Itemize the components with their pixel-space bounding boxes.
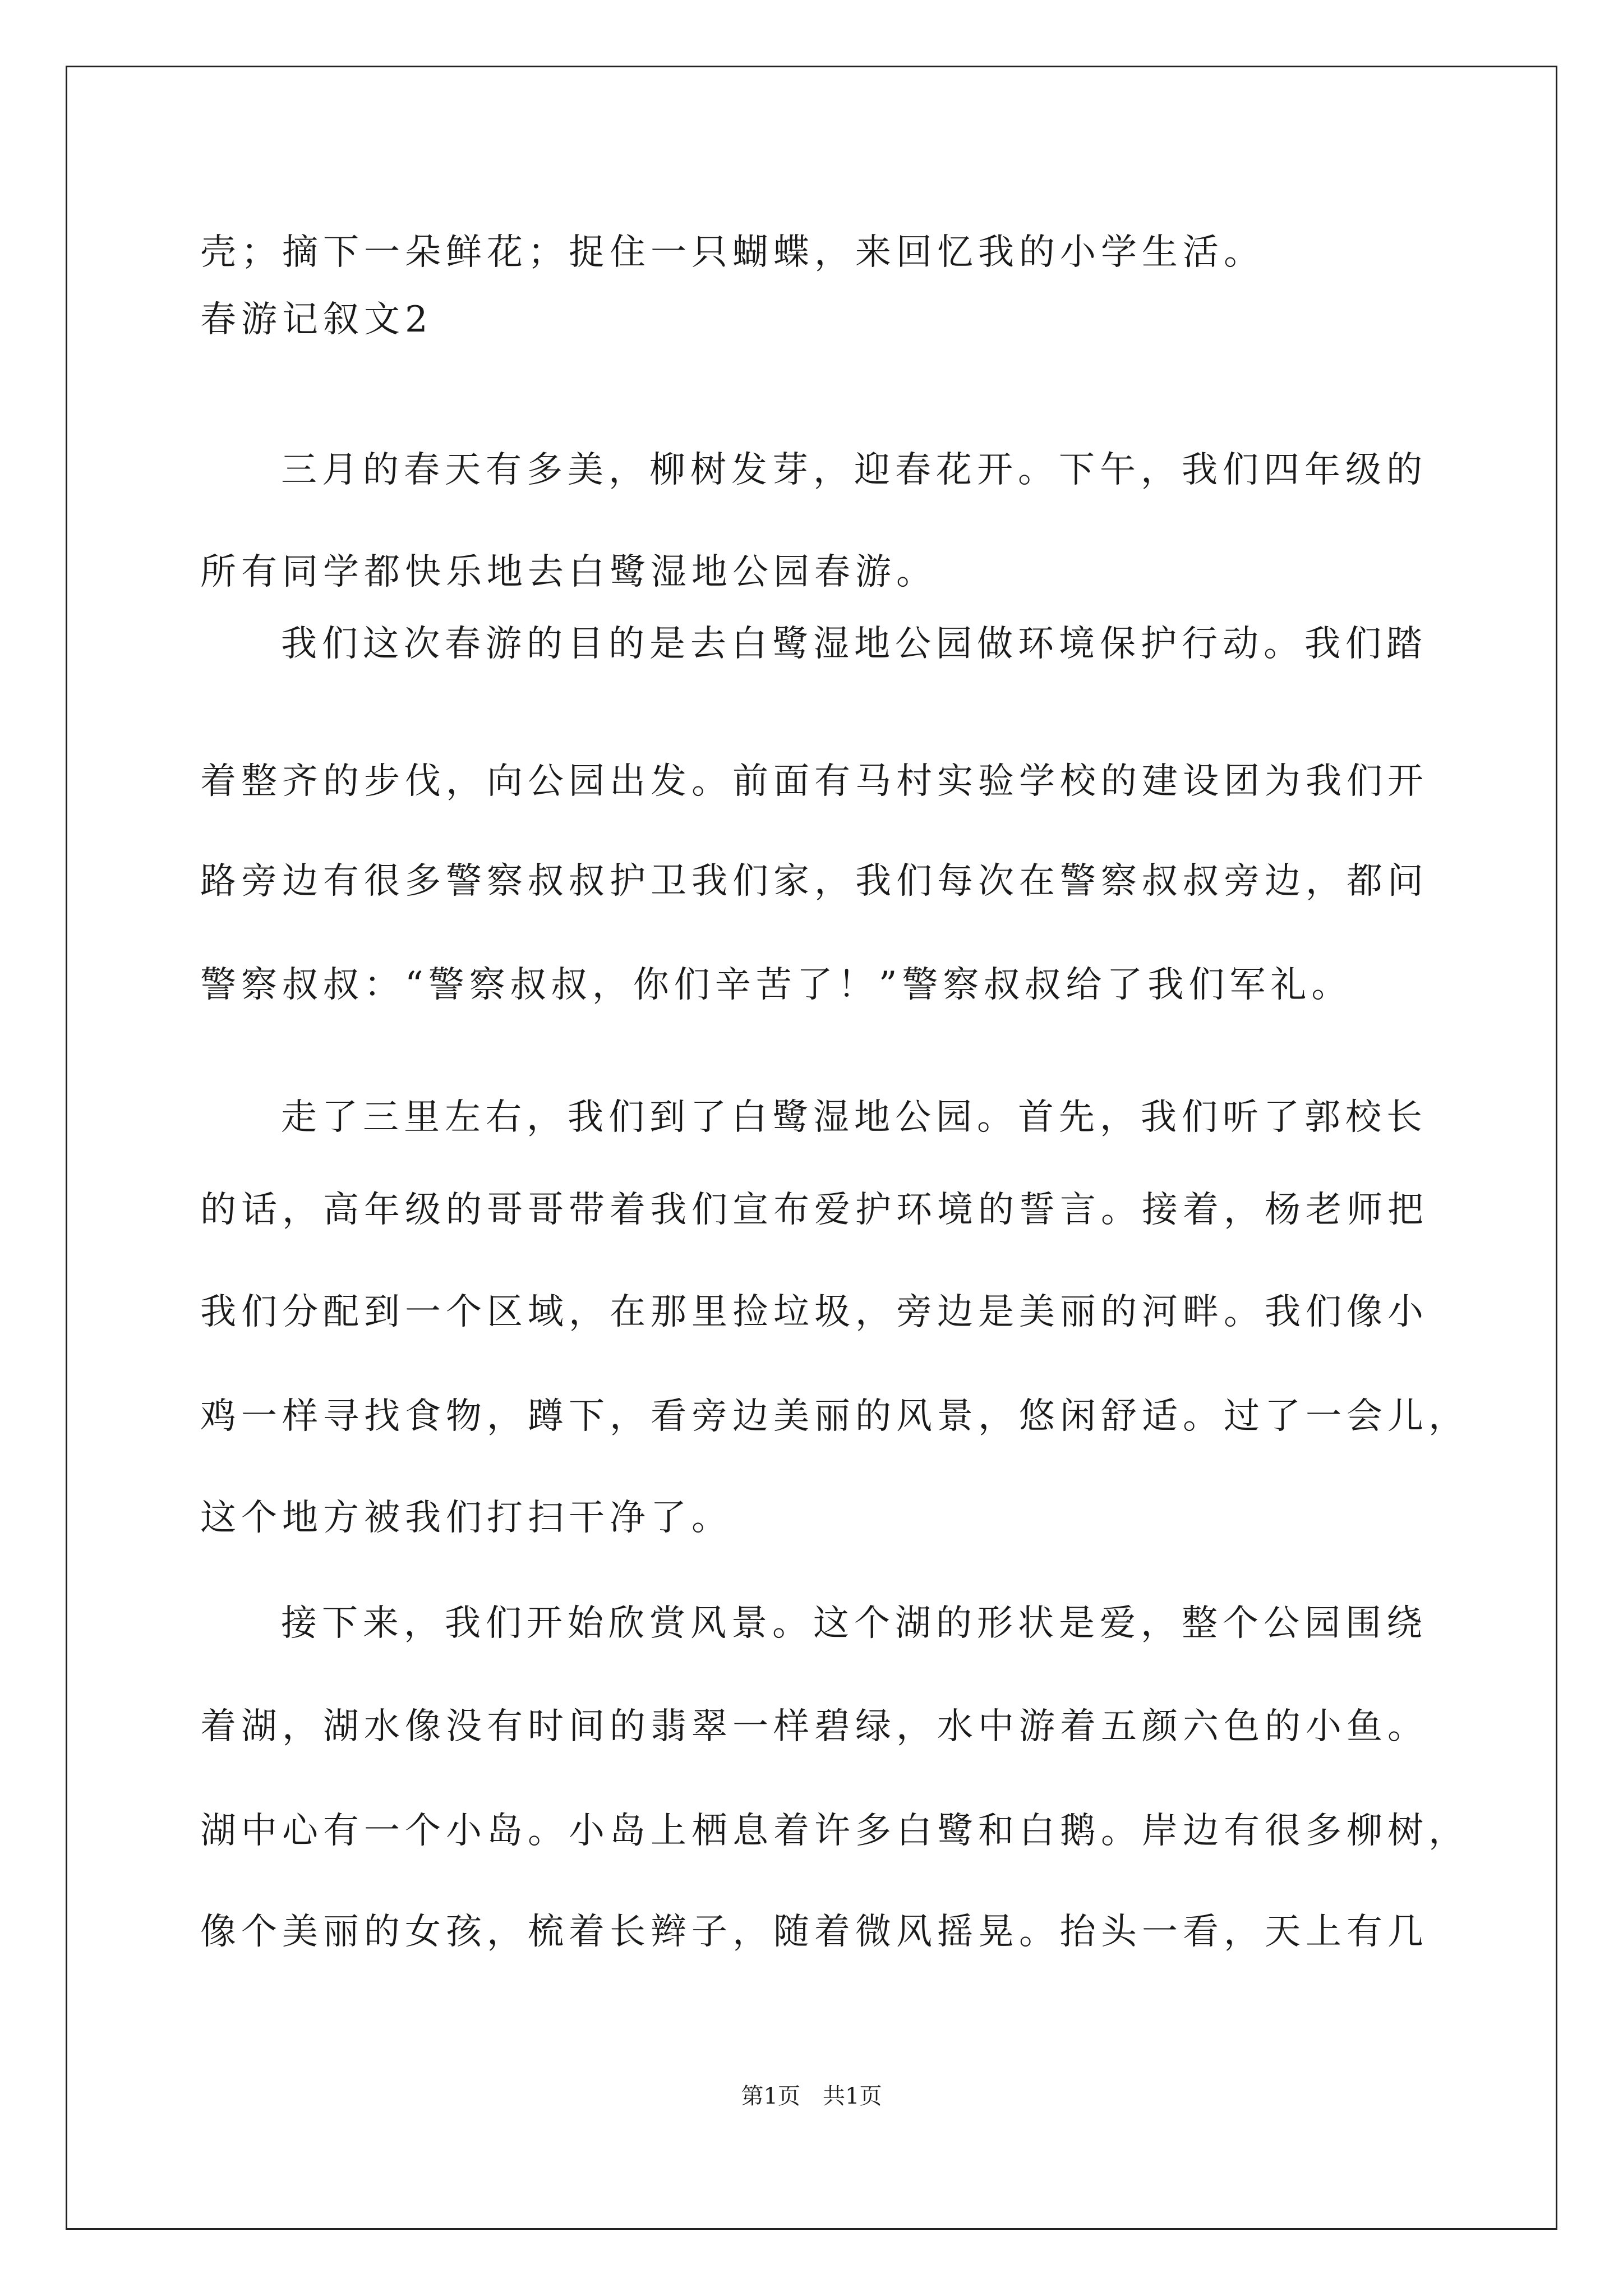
text-line: 着整齐的步伐，向公园出发。前面有马村实验学校的建设团为我们开 bbox=[200, 761, 1428, 802]
section-title: 春游记叙文2 bbox=[200, 299, 433, 341]
page-number-footer: 第1页 共1页 bbox=[741, 2083, 882, 2109]
paragraph-first-line: 走了三里左右，我们到了白鹭湿地公园。首先，我们听了郭校长 bbox=[281, 1097, 1427, 1138]
text-line: 的话，高年级的哥哥带着我们宣布爱护环境的誓言。接着，杨老师把 bbox=[200, 1189, 1428, 1231]
text-line: 所有同学都快乐地去白鹭湿地公园春游。 bbox=[200, 551, 937, 593]
text-line: 湖中心有一个小岛。小岛上栖息着许多白鹭和白鹅。岸边有很多柳树， bbox=[200, 1810, 1469, 1852]
paragraph-first-line: 三月的春天有多美，柳树发芽，迎春花开。下午，我们四年级的 bbox=[281, 449, 1427, 491]
text-line: 像个美丽的女孩，梳着长辫子，随着微风摇晃。抬头一看，天上有几 bbox=[200, 1911, 1428, 1953]
text-line: 着湖，湖水像没有时间的翡翠一样碧绿，水中游着五颜六色的小鱼。 bbox=[200, 1706, 1428, 1747]
text-line: 路旁边有很多警察叔叔护卫我们家，我们每次在警察叔叔旁边，都问 bbox=[200, 861, 1428, 902]
text-line: 鸡一样寻找食物，蹲下，看旁边美丽的风景，悠闲舒适。过了一会儿， bbox=[200, 1396, 1469, 1437]
paragraph-first-line: 我们这次春游的目的是去白鹭湿地公园做环境保护行动。我们踏 bbox=[281, 623, 1427, 665]
page-border bbox=[66, 66, 1557, 2230]
text-line: 这个地方被我们打扫干净了。 bbox=[200, 1497, 732, 1539]
paragraph-first-line: 接下来，我们开始欣赏风景。这个湖的形状是爱，整个公园围绕 bbox=[281, 1603, 1427, 1644]
text-line: 警察叔叔：“警察叔叔，你们辛苦了！”警察叔叔给了我们军礼。 bbox=[200, 964, 1353, 1006]
text-line: 壳；摘下一朵鲜花；捉住一只蝴蝶，来回忆我的小学生活。 bbox=[200, 232, 1265, 273]
text-line: 我们分配到一个区域，在那里捡垃圾，旁边是美丽的河畔。我们像小 bbox=[200, 1291, 1428, 1333]
